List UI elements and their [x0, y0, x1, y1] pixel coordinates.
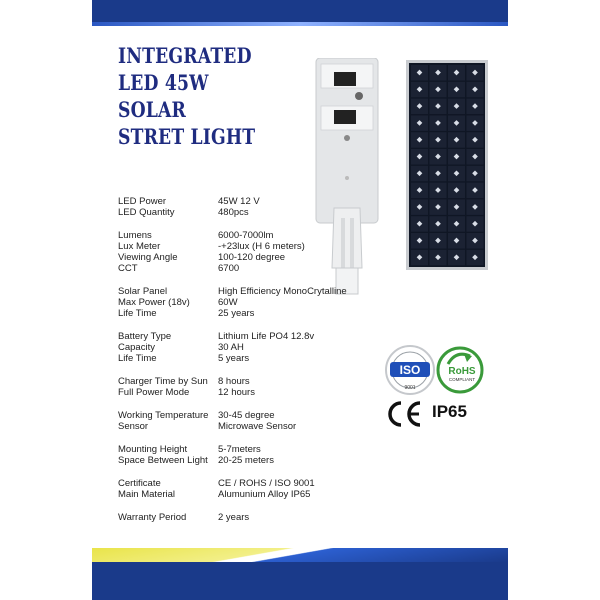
spec-label: Sensor: [118, 421, 149, 432]
spec-label: CCT: [118, 263, 138, 274]
spec-label: Life Time: [118, 353, 157, 364]
iso-number: 9001: [404, 385, 416, 391]
spec-label: Warranty Period: [118, 512, 187, 523]
spec-row: [118, 331, 458, 342]
bottom-band-accent: [92, 548, 508, 562]
spec-row: [118, 297, 458, 308]
spec-value: 5 years: [218, 353, 250, 364]
rohs-text: RoHS: [448, 366, 476, 377]
spec-value: -+23lux (H 6 meters): [218, 241, 305, 252]
ce-mark: [386, 400, 424, 428]
spec-value: 12 hours: [218, 387, 255, 398]
iso-9001-logo: [384, 344, 436, 396]
spec-value: High Efficiency MonoCrytalline: [218, 286, 347, 297]
rohs-sub: COMPLIANT: [448, 377, 476, 382]
product-title: [118, 42, 255, 150]
spec-group: [118, 512, 458, 523]
spec-label: Life Time: [118, 308, 157, 319]
spec-value: 480pcs: [218, 207, 249, 218]
spec-value: 6700: [218, 263, 240, 274]
spec-group: [118, 478, 458, 500]
certification-logos: [382, 342, 498, 452]
spec-row: [118, 478, 458, 489]
spec-label: Charger Time by Sun: [118, 376, 208, 387]
spec-value: 100-120 degree: [218, 252, 286, 263]
spec-label: Battery Type: [118, 331, 172, 342]
spec-row: [118, 207, 458, 218]
iso-text: ISO: [399, 363, 421, 377]
spec-label: Working Temperature: [118, 410, 209, 421]
spec-value: 60W: [218, 297, 238, 308]
spec-label: Main Material: [118, 489, 176, 500]
spec-value: 45W 12 V: [218, 196, 260, 207]
spec-row: [118, 308, 458, 319]
spec-value: 5-7meters: [218, 444, 261, 455]
spec-label: Space Between Light: [118, 455, 208, 466]
spec-label: Lux Meter: [118, 241, 161, 252]
spec-label: Capacity: [118, 342, 155, 353]
top-band-accent: [92, 22, 508, 26]
spec-label: Lumens: [118, 230, 152, 241]
spec-row: [118, 230, 458, 241]
title-line: STRET LIGHT: [118, 124, 256, 149]
spec-label: Viewing Angle: [118, 252, 178, 263]
spec-group: [118, 230, 458, 274]
spec-row: [118, 252, 458, 263]
spec-row: [118, 455, 458, 466]
spec-value: 6000-7000lm: [218, 230, 274, 241]
title-line: SOLAR: [118, 97, 187, 122]
ip65-rating: IP65: [432, 402, 467, 421]
spec-row: [118, 489, 458, 500]
top-band: [92, 0, 508, 24]
spec-value: CE / ROHS / ISO 9001: [218, 478, 315, 489]
spec-value: Lithium Life PO4 12.8v: [218, 331, 315, 342]
spec-value: 30 AH: [218, 342, 244, 353]
spec-label: Certificate: [118, 478, 161, 489]
spec-label: LED Quantity: [118, 207, 175, 218]
spec-group: [118, 286, 458, 319]
spec-value: 30-45 degree: [218, 410, 275, 421]
spec-label: Max Power (18v): [118, 297, 190, 308]
spec-row: [118, 241, 458, 252]
spec-row: [118, 512, 458, 523]
spec-value: 20-25 meters: [218, 455, 274, 466]
spec-value: Microwave Sensor: [218, 421, 297, 432]
spec-label: LED Power: [118, 196, 167, 207]
spec-value: Alumunium Alloy IP65: [218, 489, 311, 500]
spec-row: [118, 196, 458, 207]
spec-label: Mounting Height: [118, 444, 188, 455]
spec-row: [118, 286, 458, 297]
bottom-band: [92, 562, 508, 600]
datasheet: [92, 0, 508, 600]
spec-label: Full Power Mode: [118, 387, 190, 398]
title-line: LED 45W: [118, 70, 209, 95]
spec-label: Solar Panel: [118, 286, 168, 297]
spec-value: 8 hours: [218, 376, 250, 387]
spec-group: [118, 196, 458, 218]
spec-value: 25 years: [218, 308, 255, 319]
title-line: INTEGRATED: [118, 43, 252, 68]
spec-value: 2 years: [218, 512, 250, 523]
spec-row: [118, 263, 458, 274]
rohs-logo: [434, 344, 486, 396]
